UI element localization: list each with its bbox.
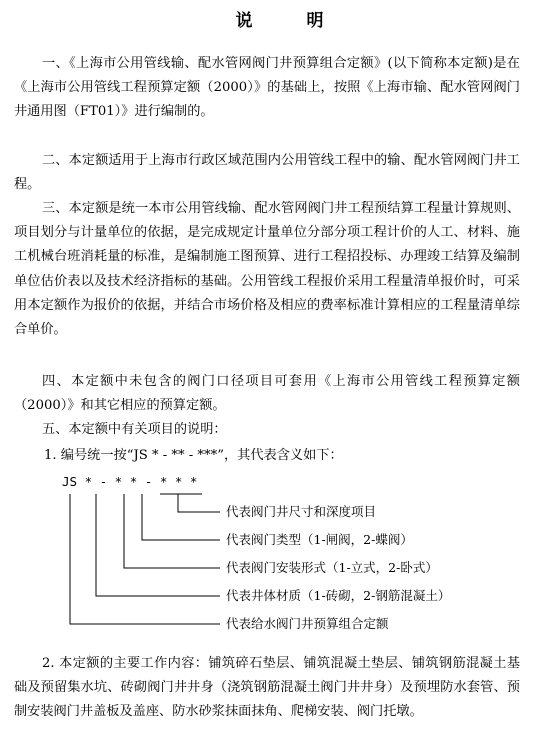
connector-2	[142, 494, 220, 540]
paragraph-1: 一、《上海市公用管线输、配水管网阀门井预算组合定额》(以下简称本定额)是在《上海市公用管线工程预算定额（2000）》的基础上，按照《上海市输、配水管网阀门井通用图（FT01）》进行编制的。	[14, 56, 520, 120]
connector-3	[124, 494, 220, 568]
code-label-2: 代表阀门类型（1-闸阀，2-蝶阀）	[226, 532, 413, 547]
page-title: 说 明	[235, 11, 348, 31]
code-label-5: 代表给水阀门井预算组合定额	[226, 616, 389, 631]
code-pattern: JS * - * * - * * *	[62, 474, 198, 489]
paragraph-6-numbering-intro: 1. 编号统一按“JS * - ** - ***”，其代表含义如下：	[44, 448, 343, 463]
connector-4	[96, 494, 220, 596]
paragraph-2: 二、本定额适用于上海市行政区域范围内公用管线工程中的输、配水管网阀门井工程。	[14, 153, 520, 193]
paragraph-4: 四、本定额中未包含的阀门口径项目可套用《上海市公用管线工程预算定额（2000）》和其它相应的预算定额。	[14, 374, 520, 414]
paragraph-5: 五、本定额中有关项目的说明：	[42, 422, 227, 437]
connector-1	[178, 494, 220, 512]
paragraph-7: 2. 本定额的主要工作内容：铺筑碎石垫层、铺筑混凝土垫层、铺筑钢筋混凝土基础及预留集水坑、砖砌阀门井井身（浇筑钢筋混凝土阀门井井身）及预埋防水套管、预制安装阀门井盖板及盖座、防水砂浆抹面抹角、爬梯安装、阀门托墩。	[14, 656, 520, 720]
connector-5	[70, 494, 220, 624]
code-label-4: 代表井体材质（1-砖砌，2-钢筋混凝土）	[226, 588, 451, 603]
paragraph-3: 三、本定额是统一本市公用管线输、配水管网阀门井工程预结算工程量计算规则、项目划分与计量单位的依据，是完成规定计量单位分部分项工程计价的人工、材料、施工机械台班消耗量的标准，是编制施工图预算、进行工程招投标、办理竣工结算及编制单位估价表以及技术经济指标的基础。公用管线工程报价采用工程量清单报价时，可采用本定额作为报价的依据，并结合市场价格及相应的费率标准计算相应的工程量清单综合单价。	[14, 201, 520, 338]
code-label-3: 代表阀门安装形式（1-立式，2-卧式）	[226, 560, 438, 575]
code-connector-lines	[70, 494, 220, 624]
code-label-1: 代表阀门井尺寸和深度项目	[226, 504, 377, 519]
code-diagram	[60, 472, 520, 642]
